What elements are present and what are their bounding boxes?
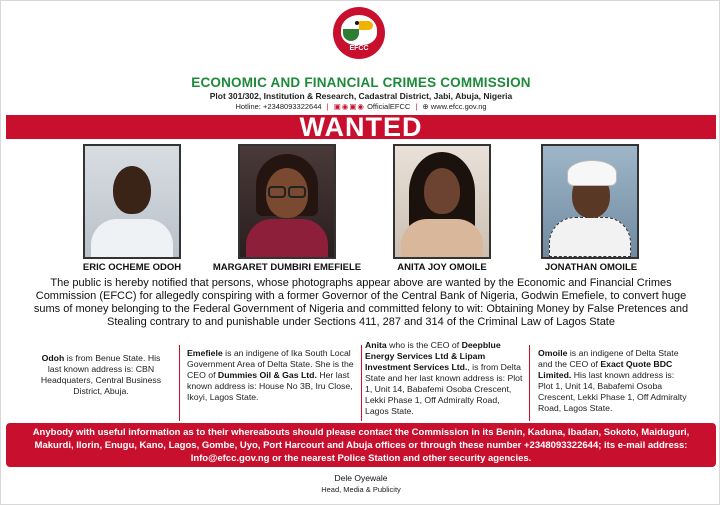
- bio-emefiele: [187, 348, 357, 403]
- contact-info-text: Anybody with useful information as to their whereabouts should please contact the Commission in its Benin, Kaduna, Ibadan, Sokoto, Maiduguri, Makurdi, Ilorin, Enugu, Kano, Lagos, Gombe, Uyo, Port Harcourt and Abuja offices or through these number +2348093322644; its e-mail address: Info@efcc.gov.ng or the nearest Police Station and other security agencies.: [32, 427, 690, 464]
- divider: [179, 345, 180, 421]
- signatory-title: Head, Media & Publicity: [321, 485, 401, 494]
- bio-text: Her last known address is: House No 3B, Iru Close, Ikoyi, Lagos State.: [187, 370, 353, 402]
- social-handle: OfficialEFCC: [367, 102, 411, 111]
- suspect-photo-3: [393, 144, 491, 259]
- suspect-name-1: ERIC OCHEME ODOH: [82, 262, 182, 273]
- suspect-photo-2: [238, 144, 336, 259]
- bio-anita: [365, 340, 525, 417]
- suspect-photo-1: [83, 144, 181, 259]
- efcc-logo: [333, 7, 385, 59]
- wanted-banner: [6, 112, 716, 142]
- bio-lead: Odoh: [41, 353, 65, 363]
- website: www.efcc.gov.ng: [430, 102, 487, 111]
- contact-line: Hotline: +2348093322644 | ▣◉▣◉ OfficialEFCC | ⊕ www.efcc.gov.ng: [235, 102, 487, 111]
- divider: [361, 345, 362, 421]
- org-address: Plot 301/302, Institution & Research, Cadastral District, Jabi, Abuja, Nigeria: [209, 91, 513, 101]
- logo-text: EFCC: [349, 45, 369, 52]
- bio-text: is from Benue State. His last known address is: CBN Headquaters, Central Business District, Abuja.: [40, 353, 162, 396]
- hotline: Hotline: +2348093322644: [235, 102, 322, 111]
- bio-text: , is from Delta State and her last known address is: Plot 1, Unit 14, Babafemi Osoba Crescent, Lekki Phase 1, Off Admiralty Road, Lagos State.: [365, 362, 523, 416]
- public-notice: The public is hereby notified that persons, whose photographs appear above are wanted by the Economic and Financial Crimes Commission (EFCC) for allegedly conspiring with a former Governor of the Central Bank of Nigeria, Godwin Emefiele, to convert huge sums of money belonging to the Federal Government of Nigeria and committed felony to wit: Obtaining Money by False Pretences and Stealing contrary to and punishable under Sections 411, 287 and 314 of the Criminal Law of Lagos State: [33, 277, 689, 328]
- suspect-name-3: ANITA JOY OMOILE: [397, 262, 487, 273]
- bio-lead: Anita: [365, 340, 387, 350]
- contact-info-box: [6, 423, 716, 467]
- globe-icon: ⊕: [422, 102, 429, 111]
- suspect-name-4: JONATHAN OMOILE: [544, 262, 638, 273]
- suspect-name-2: MARGARET DUMBIRI EMEFIELE: [212, 262, 362, 273]
- social-media-icons: ▣◉▣◉: [333, 102, 365, 111]
- suspect-photo-4: [541, 144, 639, 259]
- bio-text: who is the CEO of: [389, 340, 460, 350]
- bio-company: Deepblue Energy Services Ltd & Lipam Investment Services Ltd.: [365, 340, 501, 372]
- signatory-name: Dele Oyewale: [334, 473, 388, 483]
- bio-omoile: [538, 348, 688, 414]
- wanted-title: WANTED: [299, 112, 423, 142]
- bio-text: is an indigene of Ika South Local Government Area of Delta State. She is the CEO of: [187, 348, 354, 380]
- bio-company: Exact Quote BDC Limited.: [538, 359, 673, 380]
- org-name: ECONOMIC AND FINANCIAL CRIMES COMMISSION: [191, 75, 531, 90]
- bio-lead: Emefiele: [187, 348, 223, 358]
- bio-company: Dummies Oil & Gas Ltd.: [217, 370, 317, 380]
- bio-odoh: [37, 353, 165, 397]
- bio-text: is an indigene of Delta State and the CEO of: [538, 348, 679, 369]
- bio-lead: Omoile: [538, 348, 568, 358]
- bio-text: His last known address is: Plot 1, Unit 14, Babafemi Osoba Crescent, Lekki Phase 1, Off Admiralty Road, Lagos State.: [538, 370, 687, 413]
- divider: [529, 345, 530, 421]
